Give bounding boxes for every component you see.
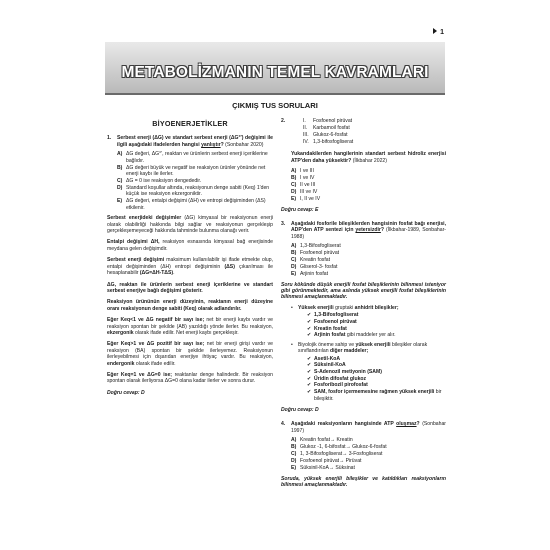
explanation-paragraph: Eğer Keq<1 ve ΔG negatif bir sayı ise; net bir enerji kaybı vardır ve reaksiyon spontan bir şekilde (AB) yazıldığı yönde ilerler. Bu reaksiyon, ekzergonik olarak ifade edilir. Net enerji kaybı gerçekleşir. — [107, 317, 273, 336]
chapter-subtitle: ÇIKMIŞ TUS SORULARI — [232, 101, 318, 110]
option-b: B) ΔG değeri büyük ve negatif ise reaksiyon ürünler yönünde net enerji kaybı ile ilerler. — [117, 164, 266, 178]
check-item: ✔ Arjinin fosfat gibi maddeler yer alır. — [307, 332, 396, 339]
question-2: 2. — [281, 118, 286, 124]
question-4-options: A) Kreatin fosfat→ Kreatin B) Glukoz -1, 6-bifosfat→ Glukoz-6-fosfat C) 1, 3-Bifosfogliserat→ 3-Fosfogliserat D) Fosfoenol pirüvat→ Pirüvat E) Süksinil-KoA→ Süksinat — [291, 437, 387, 472]
check-icon: ✔ — [307, 325, 312, 332]
check-icon: ✔ — [307, 389, 312, 396]
option-d: D) Standard koşullar altında, reaksiyonun denge sabiti (Keq) 1'den küçük ise reaksiyon ekzergoniktir. — [117, 185, 270, 198]
check-icon: ✔ — [307, 319, 312, 325]
explanation-paragraph: Serbest enerji değişimi maksimum kullanılabilir işi ifade etmekte olup, entalpi değişiminden (ΔH) entropi değişiminin (ΔS) çıkarılması ile hesaplanabilir (ΔG=ΔH-TΔS). — [107, 257, 273, 277]
option-a: A) ΔG değeri, ΔG°′, reaktan ve ürünlerin serbest enerji içeriklerine bağlıdır. — [117, 151, 268, 164]
bullet-item: • Biyolojik öneme sahip ve yüksek enerjili bileşikler olarak sınıflandırılan diğer maddeler; — [291, 341, 428, 355]
explanation-paragraph: Reaksiyon ürününün enerji düzeyinin, reaktanın enerji düzeyine oranı reaksiyonun denge sabiti (Keq) olarak adlandırılır. — [107, 299, 273, 312]
triangle-marker-icon — [433, 28, 437, 34]
bullet-icon: • — [291, 341, 293, 348]
question-2-statements: I. Fosfoenol pirüvat II. Karbamoil fosfat III. Glukoz-6-fosfat IV. 1,3-bifosfogliserat — [303, 118, 354, 146]
option-c: C) ΔG = 0 ise reaksiyon dengededir. — [117, 178, 202, 185]
question-3-options: A) 1,3-Bifosfogliserat B) Fosfoenol pirüvat C) Kreatin fosfat D) Gliserol-3- fosfat E) Arjinin fosfat — [291, 243, 341, 278]
check-item: ✔ Üridin difosfat glukoz — [307, 375, 367, 382]
question-1: 1. Serbest enerji (ΔG) ve standart serbest enerji (ΔG°′) değişimi ile ilgili aşağıdaki ifadelerden hangisi yanlıştır? (Sonbahar 2020) — [107, 135, 273, 148]
check-icon: ✔ — [307, 362, 312, 369]
question-2-stem: Yukarıdakilerden hangilerinin standart serbest hidroliz enerjisi ATP'den daha yüksektir? (İlkbahar 2022) — [291, 151, 446, 164]
explanation-paragraph: Entalpi değişimi ΔH, reaksiyon esnasında kimyasal bağ enerjisinde meydana gelen değişimdir. — [107, 239, 273, 252]
answer-2: Doğru cevap: E — [281, 206, 319, 213]
check-item: ✔ Kreatin fosfat — [307, 325, 347, 332]
check-icon: ✔ — [307, 375, 312, 382]
question-3-note: Soru kökünde düşük enerjili fosfat bileşiklerinin bilinmesi isteniyor gibi görünmektedir, ama aslında yüksek enerjili fosfat bileşiklerinin bilinmesi amaçlanmaktadır. — [281, 281, 446, 301]
bullet-icon: • — [291, 304, 293, 311]
check-item: ✔ Fosforibozil pirofosfat — [307, 382, 368, 389]
check-item: ✔ SAM, fosfor içermemesine rağmen yüksek enerjili bir bileşiktir. — [307, 389, 442, 402]
question-4-note: Soruda, yüksek enerjili bileşikler ve katıldıkları reaksiyonların bilinmesi amaçlanmaktadır. — [281, 475, 446, 488]
chapter-title: METABOLİZMANIN TEMEL KAVRAMLARI — [121, 64, 429, 81]
section-title: BİYOENERJETİKLER — [152, 119, 228, 128]
check-item: ✔ Fosfoenol pirüvat — [307, 319, 357, 325]
check-icon: ✔ — [307, 369, 312, 376]
right-column — [281, 118, 446, 492]
explanation-paragraph: Eğer Keq=1 ve ΔG=0 ise; reaktanlar denge halindedir. Bir reaksiyon spontan olarak ilerliyorsa ΔG=0 olana kadar ilerler ve sonra durur. — [107, 371, 273, 385]
question-3: 3. Aşağıdaki fosforile bileşiklerden hangisinin fosfat bağı enerjisi, ADP'den ATP sentezi için yetersizdir? (İlkbahar-1989, Sonbahar-1988) — [281, 221, 446, 240]
answer-3: Doğru cevap: D — [281, 406, 319, 413]
question-1-options — [117, 151, 273, 211]
question-4: 4. Aşağıdaki reaksiyonların hangisinde ATP oluşmaz? (Sonbahar 1997) — [281, 421, 446, 434]
check-item: ✔ Süksinil-KoA — [307, 362, 346, 369]
question-2-options: A) I ve III B) I ve IV C) II ve III D) III ve IV E) I, II ve IV — [291, 168, 321, 203]
page-number: 1 — [433, 28, 444, 36]
answer-1: Doğru cevap: D — [107, 389, 145, 396]
check-icon: ✔ — [307, 355, 312, 362]
check-icon: ✔ — [307, 332, 312, 339]
explanation-paragraph: Eğer Keq>1 ve ΔG pozitif bir sayı ise; net bir enerji girişi vardır ve reaksiyon (BA) spontan bir şekilde ilerleyemez. Reaksiyonun ilerleyebilmesi için dışarıdan enerjiye ihtiyaç vardır. Bu reaksiyon, endergonik olarak ifade edilir. — [107, 341, 273, 367]
check-item: ✔ S-Adenozil metiyonin (SAM) — [307, 369, 382, 376]
bullet-item: • Yüksek enerjili gruptaki anhidrit bileşikler; — [291, 304, 399, 311]
check-item: ✔ Asetil-KoA — [307, 355, 341, 362]
explanation-paragraph: ΔG, reaktan ile ürünlerin serbest enerji içeriklerine ve standart serbest enerjiye bağlı değişimi gösterir. — [107, 281, 273, 294]
option-e: E) ΔG değeri, entalpi değişimi (ΔH) ve entropi değişiminden (ΔS) etkilenir. — [117, 198, 266, 211]
check-icon: ✔ — [307, 382, 312, 389]
chapter-banner — [105, 42, 445, 95]
left-column — [107, 118, 273, 396]
check-icon: ✔ — [307, 312, 312, 319]
explanation-paragraph: Serbest enerjideki değişimler (ΔG) kimyasal bir reaksiyonun enerji olarak olabilirliği hakkında bilgi sağlar ve reaksiyonun gerçekleşip gerçekleşemeyeceği hakkında tahminde bulunma olanağı verir. — [107, 215, 273, 235]
check-item: ✔ 1,3-Bifosfogliserat — [307, 312, 359, 319]
